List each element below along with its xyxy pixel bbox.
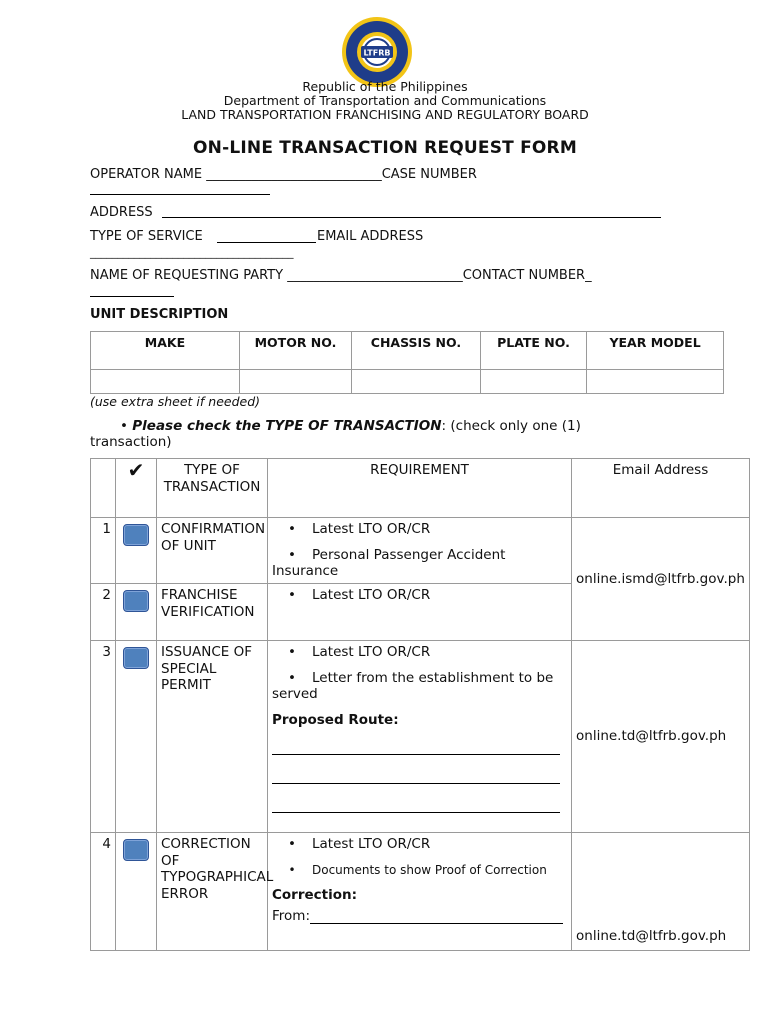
extra-sheet-note: (use extra sheet if needed) — [90, 394, 261, 409]
requirement-cell: • Latest LTO OR/CR — [268, 584, 572, 641]
proposed-route-line[interactable] — [272, 761, 560, 784]
unit-description-table — [90, 331, 724, 394]
make-input[interactable] — [91, 370, 240, 394]
chassis-no-input[interactable] — [352, 370, 481, 394]
type-header: TYPE OF TRANSACTION — [157, 459, 268, 518]
address-blank[interactable] — [162, 217, 661, 218]
col-year-model: YEAR MODEL — [587, 332, 724, 370]
type-of-service-blank[interactable] — [217, 242, 316, 243]
proposed-route-line[interactable] — [272, 790, 560, 813]
checkbox-cell — [116, 833, 157, 951]
row-number: 4 — [91, 833, 116, 951]
requirement-item: Latest LTO OR/CR — [312, 587, 431, 603]
operator-name-field[interactable]: OPERATOR NAME ___________________________CASE NUMBER — [90, 167, 477, 182]
email-td: online.td@ltfrb.gov.ph — [572, 641, 750, 833]
row-number: 1 — [91, 518, 116, 584]
requirement-header: REQUIREMENT — [268, 459, 572, 518]
from-line[interactable] — [310, 909, 563, 924]
franchise-verification-checkbox[interactable] — [123, 590, 149, 612]
special-permit-checkbox[interactable] — [123, 647, 149, 669]
instruction-line — [120, 418, 581, 434]
checkbox-cell — [116, 518, 157, 584]
confirmation-checkbox[interactable] — [123, 524, 149, 546]
email-address-label: EMAIL ADDRESS — [317, 229, 424, 244]
year-model-input[interactable] — [587, 370, 724, 394]
checkbox-cell — [116, 584, 157, 641]
col-motor-no: MOTOR NO. — [239, 332, 351, 370]
requirement-item: Personal Passenger Accident Insurance — [272, 546, 506, 579]
requesting-party-field[interactable]: NAME OF REQUESTING PARTY ___________________________CONTACT NUMBER_ — [90, 268, 592, 283]
transaction-type: CORRECTION OF TYPOGRAPHICAL ERROR — [157, 833, 268, 951]
contact-number-blank[interactable] — [90, 296, 174, 297]
agency-line: LAND TRANSPORTATION FRANCHISING AND REGULATORY BOARD — [181, 107, 589, 122]
col-plate-no: PLATE NO. — [480, 332, 586, 370]
bullet: • — [120, 418, 128, 434]
num-header — [91, 459, 116, 518]
transaction-table — [90, 458, 750, 951]
row-number: 3 — [91, 641, 116, 833]
case-number-blank[interactable] — [90, 194, 270, 195]
email-header: Email Address — [572, 459, 750, 518]
requirement-item: Latest LTO OR/CR — [312, 644, 431, 660]
instruction-bold: Please check the TYPE OF TRANSACTION — [132, 418, 442, 434]
col-make: MAKE — [91, 332, 240, 370]
transaction-type: ISSUANCE OF SPECIAL PERMIT — [157, 641, 268, 833]
address-label: ADDRESS — [90, 205, 153, 220]
transaction-type: FRANCHISE VERIFICATION — [157, 584, 268, 641]
row-number: 2 — [91, 584, 116, 641]
instruction-line-2: transaction) — [90, 434, 172, 450]
correction-label: Correction: — [272, 887, 358, 903]
proposed-route-line[interactable] — [272, 732, 560, 755]
logo-text: LTFRB — [363, 48, 391, 58]
requirement-item: Documents to show Proof of Correction — [312, 862, 547, 877]
requirement-cell: • Latest LTO OR/CR • Letter from the establishment to be served Proposed Route: — [268, 641, 572, 833]
requirement-cell: • Latest LTO OR/CR • Documents to show Proof of Correction Correction: From: — [268, 833, 572, 951]
checkmark-icon: ✔ — [116, 459, 157, 518]
ltfrb-seal-logo — [341, 16, 413, 88]
col-chassis-no: CHASSIS NO. — [352, 332, 481, 370]
form-title: ON-LINE TRANSACTION REQUEST FORM — [193, 138, 577, 158]
requirement-item: Latest LTO OR/CR — [312, 521, 431, 537]
requirement-cell: • Latest LTO OR/CR • Personal Passenger Accident Insurance — [268, 518, 572, 584]
proposed-route-label: Proposed Route: — [272, 711, 399, 728]
email-td-2: online.td@ltfrb.gov.ph — [572, 833, 750, 951]
correction-checkbox[interactable] — [123, 839, 149, 861]
email-ismd: online.ismd@ltfrb.gov.ph — [572, 518, 750, 641]
type-of-service-label: TYPE OF SERVICE — [90, 229, 203, 244]
instruction-rest: : (check only one (1) — [441, 418, 581, 434]
motor-no-input[interactable] — [239, 370, 351, 394]
department-line: Department of Transportation and Communications — [223, 93, 547, 108]
email-address-blank[interactable]: _____________________________________ — [90, 246, 294, 259]
unit-description-heading: UNIT DESCRIPTION — [90, 307, 229, 322]
transaction-type: CONFIRMATION OF UNIT — [157, 518, 268, 584]
requirement-item: Letter from the establishment to be served — [272, 669, 554, 702]
plate-no-input[interactable] — [480, 370, 586, 394]
checkbox-cell — [116, 641, 157, 833]
from-label: From: — [272, 907, 310, 924]
republic-line: Republic of the Philippines — [302, 79, 468, 94]
requirement-item: Latest LTO OR/CR — [312, 836, 431, 852]
